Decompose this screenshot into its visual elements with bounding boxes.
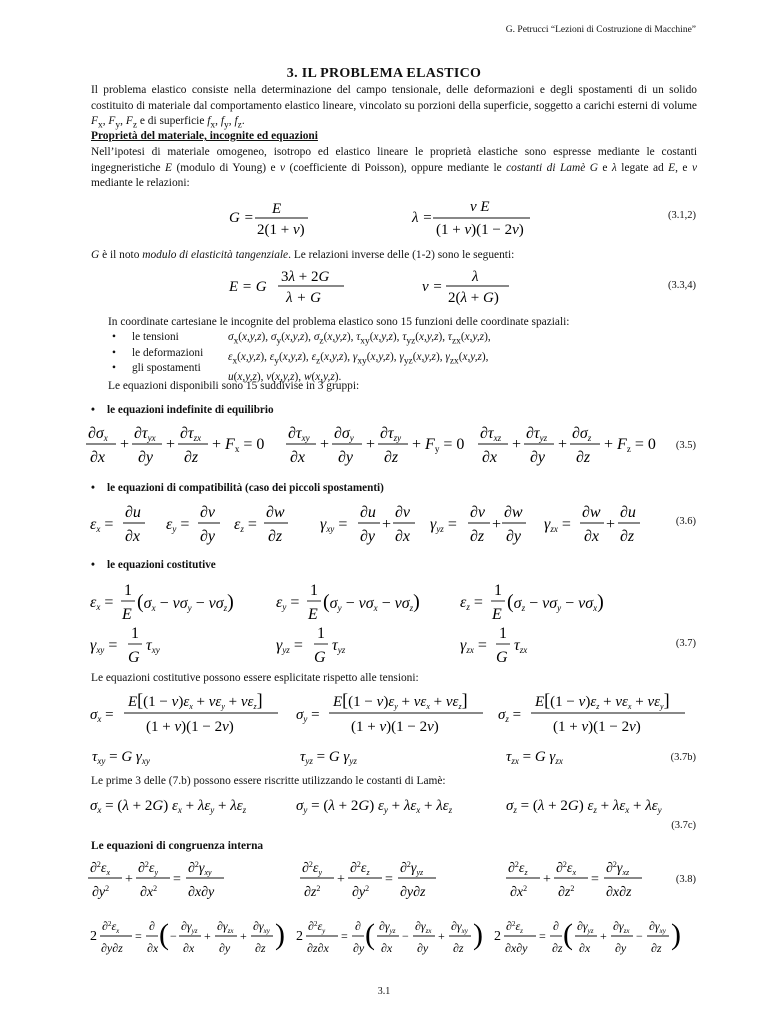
svg-text:∂v: ∂v <box>395 504 411 521</box>
svg-text:∂y: ∂y <box>360 528 376 545</box>
svg-text:G =: G = <box>229 210 254 226</box>
equation-number: (3.7) <box>675 638 696 649</box>
svg-text:(σy − νσx − νσz): (σy − νσx − νσz) <box>323 591 420 613</box>
svg-text:∂2εx: $\partial^2\varepsilon_x$ <box>102 919 120 935</box>
section-heading-congruence: Le equazioni di congruenza interna <box>91 840 264 852</box>
svg-text:∂γyz: $\partial\gamma_{yz}$ <box>181 919 198 935</box>
svg-text:∂σz: ∂σz <box>572 425 592 443</box>
equation-3-5 <box>86 420 656 468</box>
svg-text:∂τzy: ∂τzy <box>380 425 402 443</box>
svg-text:∂y2: $\partial y^2$ <box>352 884 370 900</box>
svg-text:∂y∂z: ∂y∂z <box>400 885 426 900</box>
svg-text:γxy =: γxy = <box>90 637 118 655</box>
svg-text:∂w: ∂w <box>266 504 285 521</box>
svg-text:∂y: ∂y <box>530 449 546 466</box>
svg-text:εz =: εz = <box>460 594 483 612</box>
svg-text:−: − <box>402 929 409 943</box>
svg-text:2: 2 <box>90 929 97 944</box>
svg-text:∂x∂z: ∂x∂z <box>606 885 632 900</box>
svg-text:τxy: τxy <box>146 637 160 655</box>
svg-text:∂τzx: ∂τzx <box>180 425 202 443</box>
svg-text:∂z: ∂z <box>470 528 485 545</box>
svg-text:∂y: ∂y <box>219 941 231 955</box>
svg-text:−: − <box>636 929 643 943</box>
equation-3-8 <box>88 856 688 976</box>
svg-text:+: + <box>606 516 616 533</box>
svg-text:γyz =: γyz = <box>276 637 303 655</box>
equation-3-7b <box>88 686 688 768</box>
svg-text:∂σy: ∂σy <box>334 425 354 443</box>
svg-text:∂x∂y: ∂x∂y <box>505 941 528 955</box>
svg-text:+: + <box>337 872 345 887</box>
svg-text:+: + <box>512 436 522 453</box>
svg-text:∂σx: ∂σx <box>88 425 108 443</box>
svg-text:∂2εy: $\partial^2\varepsilon_y$ <box>308 919 326 935</box>
svg-text:+: + <box>320 436 330 453</box>
svg-text:∂z: ∂z <box>255 941 266 955</box>
svg-text:σx = (λ + 2G) εx + λεy + λεz: $\sigma_x = (\lambda + 2G) \varepsilon_x + \lambda\varepsilon_y + \lambda\varepsilon_z$ <box>90 798 247 815</box>
svg-text:(1 + ν)(1 − 2ν): (1 + ν)(1 − 2ν) <box>436 222 524 238</box>
svg-text:∂γzx: $\partial\gamma_{zx}$ <box>613 919 630 935</box>
svg-text:∂x: ∂x <box>381 941 393 955</box>
svg-text:E[(1 − ν)εx + νεy + νεz]: $E[(1 - \nu)\varepsilon_x + \nu\varepsilon_y + \nu\varepsilon_z]$ <box>128 690 263 711</box>
svg-text:∂z∂x: ∂z∂x <box>307 941 329 955</box>
svg-text:∂x: ∂x <box>183 941 195 955</box>
svg-text:(σz − νσy − νσx): (σz − νσy − νσx) <box>507 591 604 613</box>
svg-text:(: ( <box>563 918 573 951</box>
svg-text:∂w: ∂w <box>504 504 523 521</box>
svg-text:σx =: $\sigma_x$ = <box>90 707 114 724</box>
svg-text:+ Fx = 0: + Fx = 0 <box>212 436 265 454</box>
svg-text:∂γzx: $\partial\gamma_{zx}$ <box>415 919 432 935</box>
svg-text:τxy = G γxy: $\tau_{xy} = G$ $\gamma_{xy}$ <box>92 749 150 766</box>
material-paragraph: Nell’ipotesi di materiale omogeneo, isotropo ed elastico lineare le proprietà elastiche sono espresse mediante le costanti ingegneristiche E (modulo di Young) e ν (coefficiente di Poisson), oppure mediante le costanti di Lamè G e λ legate ad E, e ν mediante le relazioni: <box>91 146 697 189</box>
equation-number: (3.5) <box>675 440 696 451</box>
svg-text:∂y: ∂y <box>353 941 365 955</box>
svg-text:1: 1 <box>494 582 502 599</box>
svg-text:εy =: εy = <box>276 594 300 612</box>
svg-text:∂x: ∂x <box>395 528 411 545</box>
svg-text:∂: ∂ <box>355 919 361 933</box>
svg-text:∂z: ∂z <box>620 528 635 545</box>
svg-text:2(λ + G): 2(λ + G) <box>448 290 499 306</box>
chapter-title: 3. IL PROBLEMA ELASTICO <box>286 66 482 81</box>
svg-text:∂z: ∂z <box>552 941 563 955</box>
svg-text:): ) <box>671 918 681 951</box>
svg-text:∂y: ∂y <box>506 528 522 545</box>
svg-text:∂x2: $\partial x^2$ <box>510 884 528 900</box>
svg-text:∂: ∂ <box>149 919 155 933</box>
svg-text:+: + <box>366 436 376 453</box>
svg-text:=: = <box>135 929 142 943</box>
equation-number: (3.3,4) <box>668 280 696 291</box>
svg-text:∂y: ∂y <box>338 449 354 466</box>
equation-number: (3.8) <box>675 874 696 885</box>
svg-text:∂2εx: $\partial^2\varepsilon_x$ <box>90 860 111 877</box>
svg-text:2: 2 <box>296 929 303 944</box>
svg-text:E: E <box>308 606 318 623</box>
svg-text:(1 + ν)(1 − 2ν): (1 + ν)(1 − 2ν) <box>553 719 641 735</box>
svg-text:2: 2 <box>494 929 501 944</box>
svg-text:+: + <box>240 929 247 943</box>
svg-text:∂x: ∂x <box>579 941 591 955</box>
svg-text:∂2εx: $\partial^2\varepsilon_x$ <box>556 860 577 877</box>
svg-text:τzx = G γzx: $\tau_{zx} = G$ $\gamma_{zx}$ <box>506 749 563 766</box>
svg-text:(σx − νσy − νσz): (σx − νσy − νσz) <box>137 591 234 613</box>
svg-text:∂τxy: ∂τxy <box>288 425 310 443</box>
bullet-compatibility: • le equazioni di compatibilità (caso dei piccoli spostamenti) <box>91 482 384 494</box>
svg-text:∂γzx: $\partial\gamma_{zx}$ <box>217 919 234 935</box>
svg-text:σz =: $\sigma_z$ = <box>498 707 522 724</box>
svg-text:(1 + ν)(1 − 2ν): (1 + ν)(1 − 2ν) <box>146 719 234 735</box>
intro-paragraph: Il problema elastico consiste nella determinazione del campo tensionale, delle deformazioni e degli spostamenti di un solido costituito di materiale dal comportamento elastico lineare, vincolato su porzioni della superficie, soggetto a carichi esterni di volume $F_x$, $F_y$, $F_z$ e di superficie $f_x$, $f_y$, $f_z$. <box>91 84 697 131</box>
svg-text:+: + <box>492 516 502 533</box>
svg-text:=: = <box>173 872 181 887</box>
svg-text:E: E <box>122 606 132 623</box>
svg-text:∂2εz: $\partial^2\varepsilon_z$ <box>350 860 370 877</box>
svg-text:∂v: ∂v <box>200 504 216 521</box>
unknown-bullets: • • • <box>112 331 116 374</box>
running-header: G. Petrucci “Lezioni di Costruzione di Macchine” <box>505 25 696 35</box>
svg-text:E: E <box>272 201 282 217</box>
svg-text:∂x: ∂x <box>125 528 141 545</box>
unknowns-intro: In coordinate cartesiane le incognite del problema elastico sono 15 funzioni delle coordinate spaziali: <box>108 316 570 328</box>
svg-text:E[(1 − ν)εy + νεx + νεz]: $E[(1 - \nu)\varepsilon_y + \nu\varepsilon_x + \nu\varepsilon_z]$ <box>333 690 468 711</box>
svg-text:+: + <box>125 872 133 887</box>
equation-number: (3.7c) <box>671 820 696 831</box>
svg-text:G: G <box>314 649 326 666</box>
svg-text:ν E: ν E <box>470 199 490 215</box>
svg-text:λ: λ <box>472 269 479 285</box>
svg-text:∂x: ∂x <box>482 449 498 466</box>
svg-text:∂z: ∂z <box>384 449 399 466</box>
constitutive-paragraph: Le equazioni costitutive possono essere esplicitate rispetto alle tensioni: <box>91 672 419 684</box>
svg-text:∂x: ∂x <box>290 449 306 466</box>
unknown-values: $\sigma_x(x,y,z)$, $\sigma_y(x,y,z)$, $\sigma_z(x,y,z)$, $\tau_{xy}(x,y,z)$, $\tau_{yz}(x,y,z)$, $\tau_{zx}(x,y,z)$, $\varepsilon_x(x,y,z)$, $\varepsilon_y(x,y,z)$, $\varepsilon_z(x,y,z)$, $\gamma_{xy}(x,y,z)$, $\gamma_{yz}(x,y,z)$, $\gamma_{zx}(x,y,z)$, u(x,y,z), v(x,y,z), w(x,y,z). <box>228 331 491 383</box>
svg-text:∂γyz: $\partial\gamma_{yz}$ <box>577 919 594 935</box>
equation-number: (3.7b) <box>670 752 696 763</box>
svg-text:∂γxy: $\partial\gamma_{xy}$ <box>451 919 468 935</box>
svg-text:2(1 + ν): 2(1 + ν) <box>257 222 305 238</box>
equation-3-3-4 <box>226 265 526 309</box>
svg-text:∂z2: $\partial z^2$ <box>558 884 575 900</box>
svg-text:∂z2: $\partial z^2$ <box>304 884 321 900</box>
svg-text:+: + <box>204 929 211 943</box>
bullet-constitutive: • le equazioni costitutive <box>91 559 216 571</box>
svg-text:∂γyz: $\partial\gamma_{yz}$ <box>379 919 396 935</box>
svg-text:∂τyz: ∂τyz <box>526 425 548 443</box>
svg-text:): ) <box>275 918 285 951</box>
svg-text:∂y∂z: ∂y∂z <box>101 941 123 955</box>
svg-text:εx =: εx = <box>90 594 114 612</box>
svg-text:1: 1 <box>499 625 507 642</box>
equation-number: (3.6) <box>675 516 696 527</box>
svg-text:): ) <box>473 918 483 951</box>
inverse-relations-paragraph: G è il noto modulo di elasticità tangenziale. Le relazioni inverse delle (1-2) sono le seguenti: <box>91 249 515 261</box>
lame-paragraph: Le prime 3 delle (7.b) possono essere riscritte utilizzando le costanti di Lamè: <box>91 775 446 787</box>
svg-text:τyz: τyz <box>332 637 346 655</box>
svg-text:∂u: ∂u <box>125 504 141 521</box>
svg-text:∂u: ∂u <box>360 504 376 521</box>
svg-text:+: + <box>120 436 130 453</box>
svg-text:E: E <box>492 606 502 623</box>
svg-text:λ =: λ = <box>412 210 433 226</box>
svg-text:εx =: εx = <box>90 516 114 534</box>
svg-text:∂u: ∂u <box>620 504 636 521</box>
svg-text:τzx: τzx <box>514 637 528 655</box>
svg-text:3λ + 2G: 3λ + 2G <box>281 269 330 285</box>
svg-text:+ Fz = 0: + Fz = 0 <box>604 436 656 454</box>
svg-text:∂y: ∂y <box>200 528 216 545</box>
groups-intro: Le equazioni disponibili sono 15 suddivise in 3 gruppi: <box>108 380 360 392</box>
svg-text:1: 1 <box>131 625 139 642</box>
svg-text:∂y: ∂y <box>417 941 429 955</box>
svg-text:+: + <box>543 872 551 887</box>
svg-text:(: ( <box>159 918 169 951</box>
svg-text:+: + <box>382 516 392 533</box>
svg-text:∂2εy: $\partial^2\varepsilon_y$ <box>138 860 159 877</box>
svg-text:+: + <box>438 929 445 943</box>
svg-text:=: = <box>539 929 546 943</box>
svg-text:γzx =: γzx = <box>460 637 487 655</box>
svg-text:+: + <box>166 436 176 453</box>
svg-text:+ Fy = 0: + Fy = 0 <box>412 436 465 454</box>
svg-text:∂γxy: $\partial\gamma_{xy}$ <box>253 919 270 935</box>
svg-text:−: − <box>170 929 177 943</box>
svg-text:λ + G: λ + G <box>286 290 321 306</box>
svg-text:∂: ∂ <box>553 919 559 933</box>
svg-text:∂z: ∂z <box>268 528 283 545</box>
svg-text:∂2γyz: $\partial^2\gamma_{yz}$ <box>400 860 424 877</box>
svg-text:γyz =: γyz = <box>430 516 457 534</box>
svg-text:E[(1 − ν)εz + νεx + νεy]: $E[(1 - \nu)\varepsilon_z + \nu\varepsilon_x + \nu\varepsilon_y]$ <box>535 690 670 711</box>
svg-text:∂z: ∂z <box>576 449 591 466</box>
svg-text:∂y2: $\partial y^2$ <box>92 884 110 900</box>
section-heading-material: Proprietà del materiale, incognite ed equazioni <box>91 130 318 142</box>
svg-text:∂2γxz: $\partial^2\gamma_{xz}$ <box>606 860 630 877</box>
svg-text:τyz = G γyz: $\tau_{yz} = G$ $\gamma_{yz}$ <box>300 749 357 766</box>
svg-text:=: = <box>591 872 599 887</box>
svg-text:∂x∂y: ∂x∂y <box>188 885 215 900</box>
svg-text:+: + <box>600 929 607 943</box>
svg-text:=: = <box>341 929 348 943</box>
svg-text:∂x: ∂x <box>90 449 106 466</box>
svg-text:∂z: ∂z <box>184 449 199 466</box>
svg-text:∂2εz: $\partial^2\varepsilon_z$ <box>506 919 523 935</box>
svg-text:∂γxy: $\partial\gamma_{xy}$ <box>649 919 666 935</box>
svg-text:∂y: ∂y <box>615 941 627 955</box>
svg-text:σy = (λ + 2G) εy + λεx + λεz: $\sigma_y = (\lambda + 2G) \varepsilon_y + \lambda\varepsilon_x + \lambda\varepsilon_z$ <box>296 798 453 815</box>
svg-text:εy =: εy = <box>166 516 190 534</box>
equation-3-1-2 <box>220 196 550 240</box>
equation-3-6 <box>88 500 648 548</box>
equation-3-7 <box>88 580 648 668</box>
equation-3-7c <box>88 790 688 818</box>
svg-text:+: + <box>558 436 568 453</box>
svg-text:∂2γxy: $\partial^2\gamma_{xy}$ <box>188 860 212 877</box>
svg-text:γxy =: γxy = <box>320 516 348 534</box>
svg-text:γzx =: γzx = <box>544 516 571 534</box>
svg-text:∂2εz: $\partial^2\varepsilon_z$ <box>508 860 528 877</box>
svg-text:∂τxz: ∂τxz <box>480 425 502 443</box>
svg-text:∂z: ∂z <box>651 941 662 955</box>
svg-text:ν =: ν = <box>422 279 443 295</box>
svg-text:G: G <box>496 649 508 666</box>
page-number: 3.1 <box>377 986 391 997</box>
svg-text:εz =: εz = <box>234 516 257 534</box>
svg-text:∂x: ∂x <box>147 941 159 955</box>
svg-text:∂x2: $\partial x^2$ <box>140 884 158 900</box>
svg-text:=: = <box>385 872 393 887</box>
svg-text:G: G <box>128 649 140 666</box>
svg-text:∂2εy: $\partial^2\varepsilon_y$ <box>302 860 323 877</box>
svg-text:∂v: ∂v <box>470 504 486 521</box>
svg-text:∂z: ∂z <box>453 941 464 955</box>
svg-text:∂τyx: ∂τyx <box>134 425 156 443</box>
svg-text:σy =: $\sigma_y$ = <box>296 707 320 724</box>
bullet-equilibrium: • le equazioni indefinite di equilibrio <box>91 404 274 416</box>
svg-text:∂w: ∂w <box>582 504 601 521</box>
svg-text:1: 1 <box>317 625 325 642</box>
svg-text:E = G: E = G <box>229 279 267 295</box>
equation-number: (3.1,2) <box>668 210 696 221</box>
svg-text:∂y: ∂y <box>138 449 154 466</box>
svg-text:∂x: ∂x <box>584 528 600 545</box>
unknown-labels: le tensioni le deformazioni gli spostamenti <box>132 331 204 374</box>
svg-text:(: ( <box>365 918 375 951</box>
svg-text:1: 1 <box>310 582 318 599</box>
svg-text:1: 1 <box>124 582 132 599</box>
svg-text:σz = (λ + 2G) εz + λεx + λεy: $\sigma_z = (\lambda + 2G) \varepsilon_z + \lambda\varepsilon_x + \lambda\varepsilon_y$ <box>506 798 662 815</box>
svg-text:(1 + ν)(1 − 2ν): (1 + ν)(1 − 2ν) <box>351 719 439 735</box>
